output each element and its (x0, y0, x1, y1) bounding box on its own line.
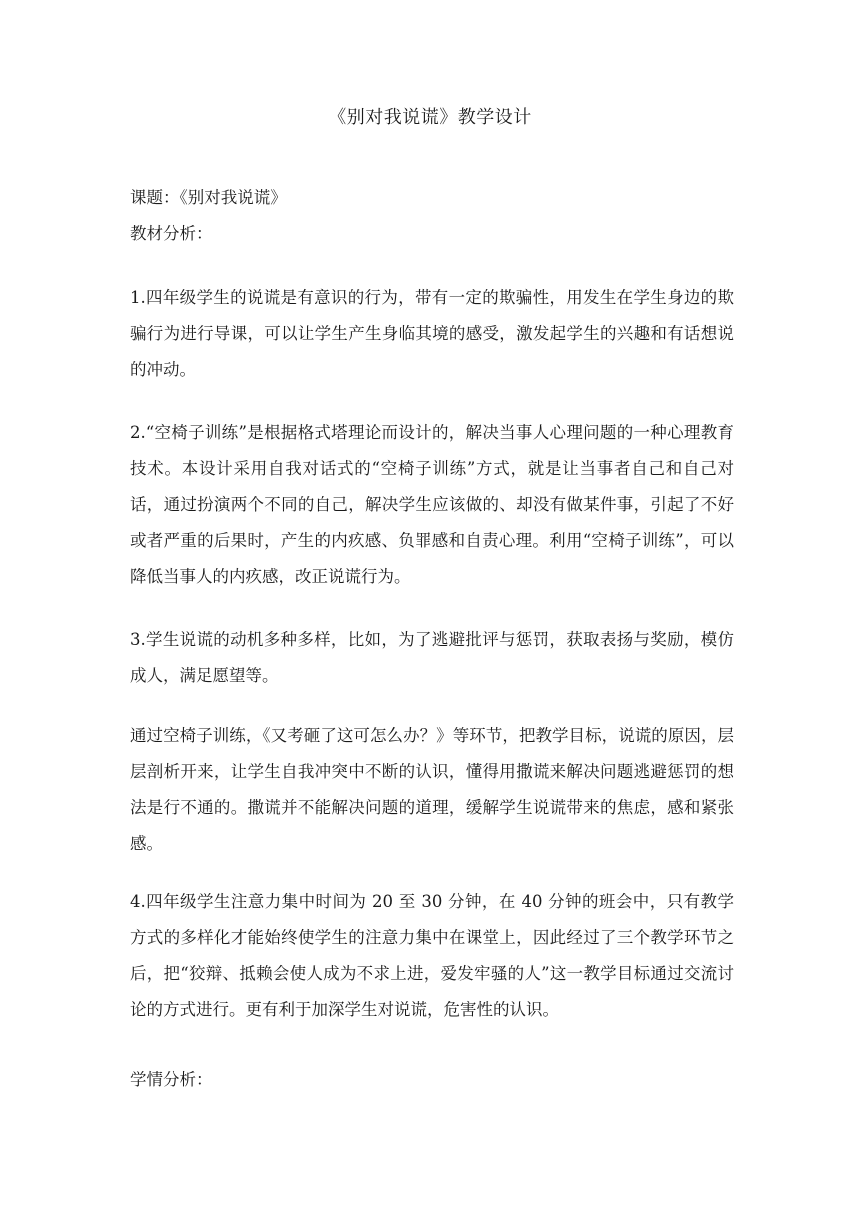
document-title: 《别对我说谎》教学设计 (328, 107, 532, 128)
material-analysis-label: 教材分析： (130, 224, 213, 243)
material-analysis-heading (130, 216, 734, 252)
topic-text: 课题：《别对我说谎》 (130, 188, 287, 207)
student-analysis-heading (130, 1062, 734, 1098)
paragraph-5 (130, 884, 734, 1028)
paragraph-1-text: 1.四年级学生的说谎是有意识的行为，带有一定的欺骗性，用发生在学生身边的欺骗行为进行导课，可以让学生产生身临其境的感受，激发起学生的兴趣和有话想说的冲动。 (130, 288, 734, 379)
paragraph-1 (130, 280, 734, 388)
paragraph-3-text: 3.学生说谎的动机多种多样，比如，为了逃避批评与惩罚，获取表扬与奖励，模仿成人，满足愿望等。 (130, 630, 734, 685)
paragraph-4 (130, 718, 734, 862)
paragraph-5-text: 4.四年级学生注意力集中时间为 20 至 30 分钟，在 40 分钟的班会中，只有教学方式的多样化才能始终使学生的注意力集中在课堂上，因此经过了三个教学环节之后，把“狡辩、抵赖会使人成为不求上进，爱发牢骚的人”这一教学目标通过交流讨论的方式进行。更有利于加深学生对说谎，危害性的认识。 (130, 892, 734, 1019)
topic-line (130, 180, 734, 216)
student-analysis-label: 学情分析： (130, 1070, 213, 1089)
paragraph-3 (130, 622, 734, 694)
paragraph-4-text: 通过空椅子训练，《又考砸了这可怎么办？》等环节，把教学目标，说谎的原因，层层剖析开来，让学生自我冲突中不断的认识，懂得用撒谎来解决问题逃避惩罚的想法是行不通的。撒谎并不能解决问题的道理，缓解学生说谎带来的焦虑，感和紧张感。 (130, 726, 734, 853)
paragraph-2-text: 2.“空椅子训练”是根据格式塔理论而设计的，解决当事人心理问题的一种心理教育技术。本设计采用自我对话式的“空椅子训练”方式，就是让当事者自己和自己对话，通过扮演两个不同的自己，解决学生应该做的、却没有做某件事，引起了不好或者严重的后果时，产生的内疚感、负罪感和自责心理。利用“空椅子训练”，可以降低当事人的内疚感，改正说谎行为。 (130, 423, 734, 586)
paragraph-2 (130, 415, 734, 595)
